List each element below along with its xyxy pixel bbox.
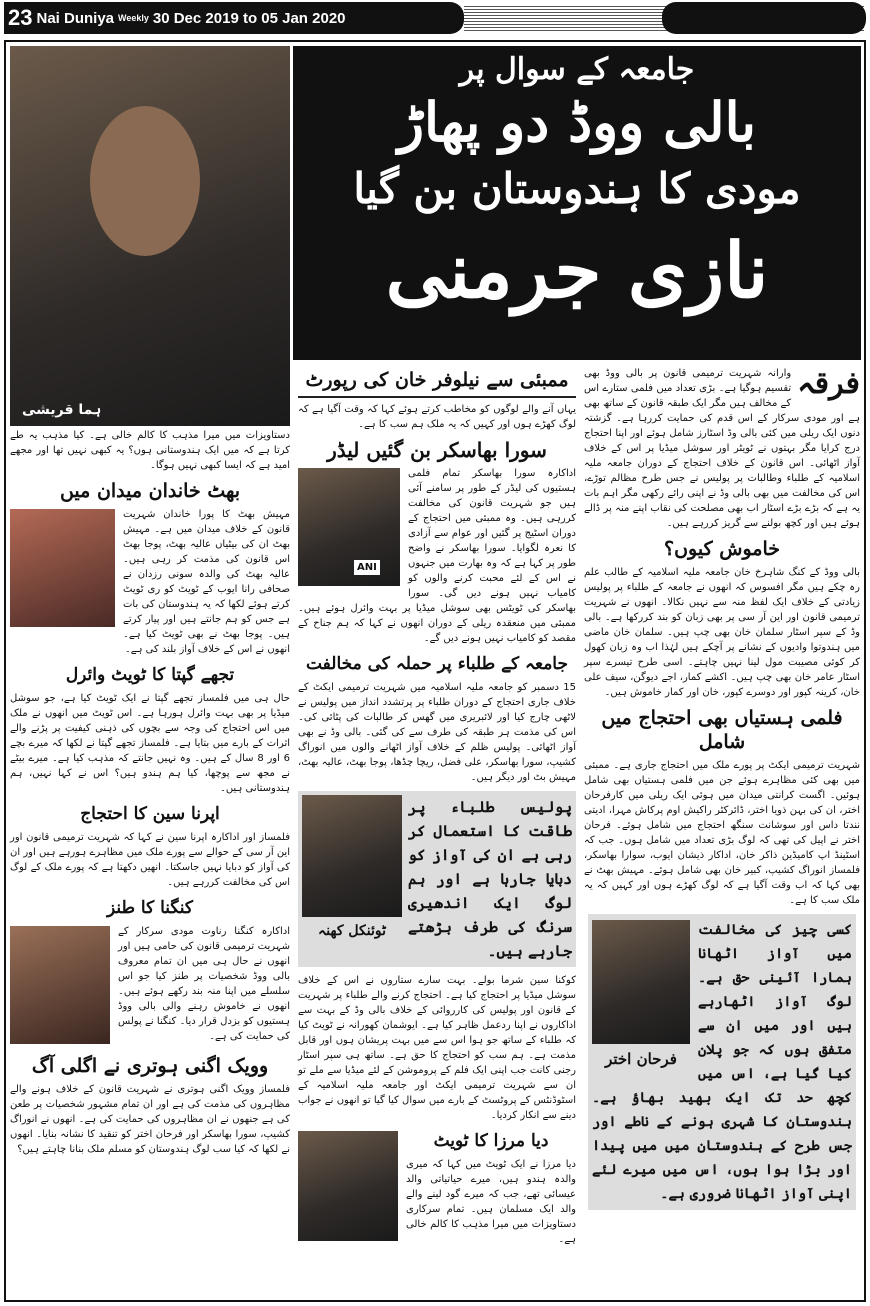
kangana-text-body: اداکارہ کنگنا رناوت مودی سرکار کے شہریت ترمیمی قانون کی حامی ہیں اور انھوں نے حال ہی میں ان تمام معروف بالی ووڈ شخصیات پر طنز کیا جو اس سلسلے میں اپنا منہ بند رکھے ہوئے ہیں۔ انھوں نے خاموش رہنے والی بالی ووڈ ہستیوں کو بزدل قرار دیا۔ کنگنا نے پولس کی حمایت کی ہے۔ bbox=[118, 926, 290, 1042]
right-intro bbox=[584, 366, 860, 531]
subhead-jamia: جامعہ کے طلباء پر حملہ کی مخالفت bbox=[305, 654, 568, 674]
masthead-bar bbox=[4, 2, 464, 34]
subhead-kangana: کنگنا کا طنز bbox=[106, 898, 194, 918]
subhead-vivek: وویک اگنی ہوتری نے اگلی آگ bbox=[31, 1055, 269, 1077]
lead-photo bbox=[10, 46, 290, 426]
swara-text bbox=[298, 466, 576, 646]
alia-photo bbox=[10, 509, 115, 627]
dia-section bbox=[298, 1129, 576, 1247]
farhan-quote-box bbox=[588, 914, 856, 1210]
subhead-aparna: اپرنا سین کا احتجاج bbox=[80, 804, 220, 824]
issue-dates: 30 Dec 2019 to 05 Jan 2020 bbox=[152, 9, 346, 27]
silent-text: بالی ووڈ کے کنگ شاہرخ خان جامعہ ملیہ اسلامیہ کے طالب علم رہ چکے ہیں مگر افسوس کہ انھوں نے جامعہ کے طلباء پر پولیس زیادتی کے خلاف ایک لفظ منہ سے نہیں نکالا۔ انھوں نے شہریت ترمیمی قانون اور این آر سی پر بھی زبان کو بند کررکھا ہے۔ بالی وڈ کے سپر اسٹار سلمان خان بھی چپ ہیں۔ سلمان خان ماضی میں ہندوتوا وادیوں کے نشانے پر آچکے ہیں لہٰذا اب وہ زبان کھول کر کوئی مصیبت مول لینا نہیں چاہتے۔ اسی طرح تیسرے سپر اسٹار عامر خان بھی چپ ہیں۔ اکشے کمار، اجے دیوگن، سیف علی خان، کرینہ کپور اور دوسرے کپور، خان اور کمار خاموش ہیں۔ bbox=[584, 567, 860, 698]
byline: ممبئی سے نیلوفر خان کی رپورٹ bbox=[305, 369, 569, 391]
bhatt-text-body: مہیش بھٹ کا پورا خاندان شہریت قانون کے خلاف میدان میں ہے۔ مہیش بھٹ ان کی بیٹیاں عالیہ بھٹ، پوجا بھٹ اس قانون کی مذمت کر رہی ہیں۔ عالیہ بھٹ کی والدہ سونی رزدان نے صحافی رانا ایوب کے ٹویٹ کو ری ٹویٹ کرتے ہوئے لکھا کہ یہ ہندوستان کی بات ہے جس کو ہم جانتے ہیں اور پیار کرتے ہیں۔ پوجا بھٹ نے بھی ٹویٹ کیا ہے۔ انھوں نے اس کے خلاف آواز بلند کی ہے۔ bbox=[123, 509, 290, 655]
film-stars-text: شہریت ترمیمی ایکٹ پر پورے ملک میں احتجاج جاری ہے۔ ممبئی میں بھی کئی مظاہرے ہوئے جن میں فلمی ہستیاں بھی شامل ہوئیں۔ اگست کرانتی میدان میں ہوئی ایک ریلی میں کارفرحان اختر، ان کی بہن ذویا اختر، ڈائرکٹر راکیش اوم پرکاش مہرا، ادیتی نندتا داس اور سوشانت سنگھ احتجاج میں شامل ہوئے۔ فرحان اختر نے اپیل کی تھی کہ لوگ بڑی تعداد میں شامل ہوں۔ جب کہ اسٹینڈ اپ کامیڈین ذاکر خان، اداکار ذیشان ایوب، سوارا بھاسکر، فلمساز انوراگ کشیپ، کبیر خان بھی شامل ہوئے۔ مہیش بھٹ نے بھی کہا کہ اب وقت آگیا ہے کہ لوگ کھڑے ہوں اور کہیں کہ یہ ملک سب کا ہے۔ bbox=[584, 760, 860, 906]
subhead-dia: دیا مرزا کا ٹویٹ bbox=[433, 1131, 549, 1151]
headline-1: بالی ووڈ دو پھاڑ bbox=[397, 90, 757, 154]
farhan-quote: کسی چیز کی مخالفت میں آواز اٹھانا ہمارا آئینی حق ہے۔ لوگ آواز اٹھارہے ہیں اور میں ان سے متفق ہوں کہ جو پلان کیا گیا ہے، اس میں کچھ حد تک ایک بھید بھاؤ ہے۔ ہندوستان کا شہری ہونے کے ناطے اور جس طرح کے ہندوستان میں میں پیدا اور بڑا ہوا ہوں، اس میں میرے لئے اپنی آواز اٹھانا ضروری ہے۔ bbox=[592, 922, 852, 1202]
headline-2: مودی کا ہندوستان بن گیا bbox=[353, 164, 801, 213]
dia-photo bbox=[298, 1131, 398, 1241]
headline-box bbox=[293, 46, 861, 360]
left-intro: دستاویزات میں میرا مذہب کا کالم خالی ہے۔ کیا مذہب یہ طے کرتا ہے کہ میں ایک ہندوستانی ہوں؟ یہ کبھی نہیں تھا اور مجھے امید ہے کہ ایسا کبھی نہیں ہوگا۔ bbox=[10, 430, 290, 471]
dropcap: فرقہ bbox=[797, 366, 860, 401]
kangana-text bbox=[10, 924, 290, 1048]
face-shape bbox=[90, 106, 200, 256]
farhan-photo-block bbox=[592, 920, 690, 1074]
subhead-bhatt: بھٹ خاندان میدان میں bbox=[59, 480, 241, 502]
subhead-film-stars: فلمی ہستیاں بھی احتجاج میں شامل bbox=[601, 707, 843, 753]
aparna-text: فلمساز اور اداکارہ اپرنا سین نے کہا کہ شہریت ترمیمی قانون اور این آر سی کے حوالے سے پورے ملک میں مظاہرے ہورہے ہیں اور ان کی آواز کو دبایا نہیں جاسکتا۔ انھیں دکھتا ہے کہ پورے ملک کے لوگ اس کی مخالفت کررہے ہیں۔ bbox=[10, 832, 290, 888]
edition-label: Weekly bbox=[118, 13, 149, 23]
quote-caption-farhan: فرحان اختر bbox=[605, 1050, 677, 1068]
swara-text-body: اداکارہ سورا بھاسکر تمام فلمی ہستیوں کی لیڈر کے طور پر سامنے آئی ہیں جو شہریت قانون کی مخالفت کررہی ہیں۔ وہ ممبئی میں احتجاج کے دوران اسٹیج پر گئیں اور عوام سے آزادی کا نعرہ لگوایا۔ سورا بھاسکر نے واضح طور پر کہا ہے کہ وہ بھارت میں جنہوں نے اس کے لئے محبت کرنے والوں کو کامیاب نہیں ہونے دیں گی۔ سورا بھاسکر کی ٹویٹس بھی سوشل میڈیا پر بہت وائرل ہوئے ہیں۔ ممبئی میں منعقدہ ریلی کے دوران انھوں نے کہا کہ ہم جناح کے مقصد کو کامیاب نہیں ہونے دیں گے۔ bbox=[298, 468, 576, 644]
bhatt-text bbox=[10, 507, 290, 657]
twinkle-quote-box bbox=[298, 791, 576, 967]
photo-caption: ہما قریشی bbox=[22, 402, 102, 418]
jamia-text: 15 دسمبر کو جامعہ ملیہ اسلامیہ میں شہریت ترمیمی ایکٹ کے خلاف جاری احتجاج کے دوران طلباء پر پرتشدد انداز میں پولیس نے لاٹھی چارج کیا اور لائبریری میں گھس کر طالبات کی پٹائی کی۔ اس کی مذمت ہر طبقہ کی طرف سے کی گئی۔ بالی وڈ نے بھی آواز اٹھائی۔ پولیس ظلم کے خلاف آواز اٹھانے والوں میں انوراگ کشیپ، سورا بھاسکر، علی فضل، ریچا چڈھا، پوجا بھٹ، عالیہ بھٹ، مہیش بٹ اور دیگر ہیں۔ bbox=[298, 682, 576, 783]
subhead-silent: خاموش کیوں؟ bbox=[664, 538, 780, 560]
right-column bbox=[584, 366, 860, 1210]
headline-3: نازی جرمنی bbox=[385, 226, 769, 315]
masthead-title: Nai Duniya bbox=[36, 9, 115, 27]
swara-photo bbox=[298, 468, 400, 586]
twinkle-photo bbox=[302, 795, 402, 917]
kangana-photo bbox=[10, 926, 110, 1044]
right-intro-body: وارانہ شہریت ترمیمی قانون پر بالی ووڈ بھی تقسیم ہوگیا ہے۔ بڑی تعداد میں فلمی ستارے اس کے مخالف ہیں مگر ایک طبقہ قانون کے ساتھ بھی ہے اور مودی سرکار کے اس قدم کی حمایت کررہا ہے۔ گزشتہ دنوں ایک ریلی میں کئی بالی وڈ اسٹارز شامل ہوئے اور اپنا احتجاج درج کرایا مگر بہتوں نے ٹویٹر اور سوشل میڈیا پر اس کے خلاف آواز اٹھائی۔ اس قانون کے خلاف احتجاج کے دوران جامعہ ملیہ اسلامیہ کے طلباء وطالبات پر پولیس نے جس طرح مظالم توڑے، اس کی مخالفت میں بھی بالی وڈ نے اپنی رائے رکھی مگر اہم بات یہ ہے کہ بڑے بڑے اسٹار اب بھی مصلحت کی نقاب اپنے منہ پر ڈالے ہوئے ہیں اور کچھ بولنے سے گریز کررہے ہیں۔ bbox=[584, 368, 860, 529]
twinkle-photo-block bbox=[302, 795, 402, 963]
header-right-pill bbox=[662, 2, 866, 34]
ani-badge: ANI bbox=[354, 560, 380, 575]
subhead-swara: سورا بھاسکر بن گئیں لیڈر bbox=[327, 438, 547, 462]
twinkle-quote: پولیس طلباء پر طاقت کا استعمال کر رہی ہے ان کی آواز کو دبایا جارہا ہے اور ہم لوگ ایک اندھیری سرنگ کی طرف بڑھتے جارہے ہیں۔ bbox=[408, 798, 572, 960]
page-number: 23 bbox=[8, 5, 33, 30]
vivek-text: فلمساز وویک اگنی ہوتری نے شہریت قانون کے خلاف ہونے والے مظاہروں کی مذمت کی ہے اور ان تمام مشہور شخصیات پر طعن کی ہے جنھوں نے ان مظاہروں کی حمایت کی ہے۔ انھوں نے انوراگ کشیپ، سورا بھاسکر اور فرحان اختر کو تنقید کا نشانہ بنایا۔ انھوں نے لکھا کہ کیا سب لوگ ہندوستان کو مسلم ملک بنانا چاہتے ہیں؟ bbox=[10, 1084, 290, 1155]
tanuj-text: حال ہی میں فلمساز تجھے گپتا نے ایک ٹویٹ کیا ہے، جو سوشل میڈیا پر بھی بہت وائرل ہورہا ہے۔ اس ٹویٹ میں انھوں نے ملک میں اس احتجاج کی وجہ سے بچوں کی ذہنی کیفیت پر پڑنے والے اثرات کے بارے میں بتایا ہے۔ فلمساز تجھے گپتا نے لکھا کہ میرے بچے 6 اور 8 سال کے ہیں۔ وہ نہیں جانتے کہ مذہب کیا ہے۔ میرے بیٹے نے مجھ سے پوچھا، کیا ہم ہندو ہیں؟ اس نے کہا نہیں، ہم ہندوستانی ہیں۔ bbox=[10, 693, 291, 794]
middle-text-3: کوکنا سین شرما بولے۔ بہت سارے ستاروں نے اس کے خلاف سوشل میڈیا پر احتجاج کیا ہے۔ احتجاج کرنے والے طلباء پر شہریت کے قانون اور پولیس کی کارروائی کے خلاف بالی وڈ کے بہت سے اداکاروں نے اپنا ردعمل ظاہر کیا ہے۔ ایوشمان کھورانہ نے ٹویٹ کیا کہ طلباء کے ساتھ جو ہوا اس سے میں بہت پریشان ہوں اور قابل مذمت ہے۔ ہم سب کو احتجاج کا حق ہے۔ ساتھ ہی سپر اسٹار رجنی کانت جب اپنی ایک فلم کے پروموشن کے لئے میڈیا سے ملے تو ان سے شہریت ترمیمی ایکٹ اور جامعہ ملیہ اسلامیہ کے اسٹوڈنٹس کے پروٹسٹ کے بارے میں سوال کیا گیا تو انھوں نے جواب دینے سے انکار کردیا۔ bbox=[298, 975, 576, 1121]
divider bbox=[298, 396, 576, 398]
left-column bbox=[10, 428, 290, 1163]
quote-caption-twinkle: ٹوئنکل کھنہ bbox=[317, 923, 386, 939]
dia-text: دیا مرزا نے ایک ٹویٹ میں کہا کہ میری والدہ ہندو ہیں، میرے حیاتیاتی والد عیسائی تھے، جب کہ میرے گود لینے والے والد ایک مسلمان ہیں۔ تمام سرکاری دستاویزات میں میرا مذہب کا کالم خالی ہے۔ bbox=[406, 1159, 576, 1245]
middle-column bbox=[298, 364, 576, 1253]
farhan-photo bbox=[592, 920, 690, 1044]
headline-kicker: جامعہ کے سوال پر bbox=[459, 52, 695, 87]
subhead-tanuj: تجھے گپتا کا ٹویٹ وائرل bbox=[65, 665, 235, 685]
middle-intro: یہاں آنے والے لوگوں کو مخاطب کرتے ہوئے کہا کہ وقت آگیا ہے کہ لوگ کھڑے ہوں اور کہیں کہ یہ ملک ہم سب کا ہے۔ bbox=[298, 404, 576, 430]
